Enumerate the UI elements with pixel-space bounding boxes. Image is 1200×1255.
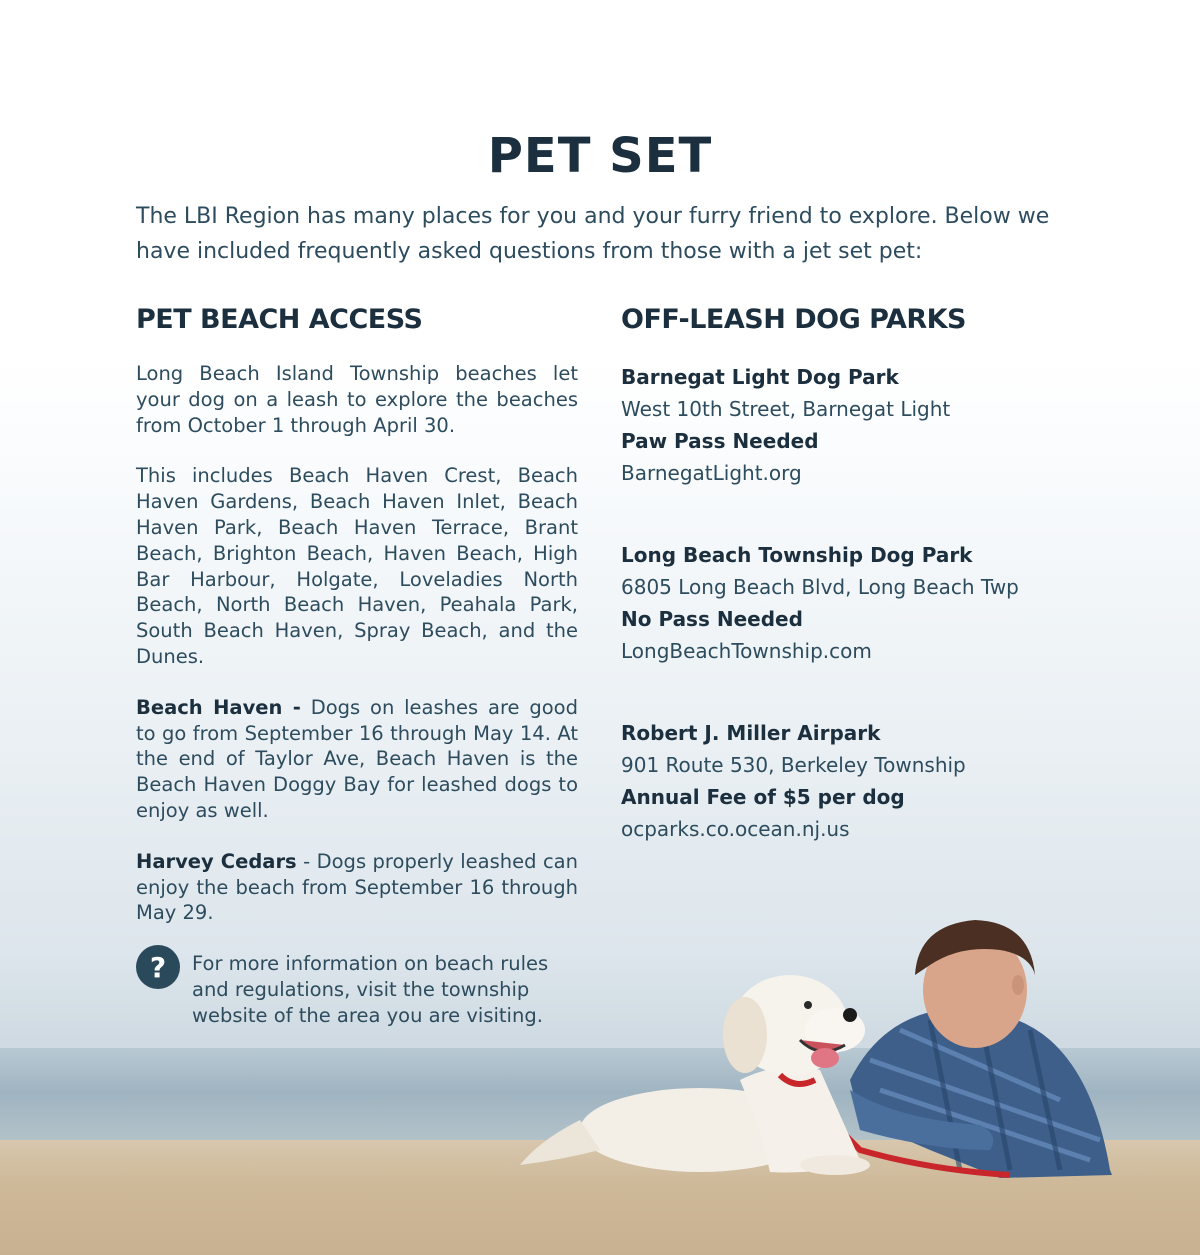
beach-haven-paragraph [136, 695, 578, 824]
park-website: LongBeachTownship.com [621, 639, 872, 663]
park-pass: No Pass Needed [621, 607, 803, 631]
question-icon: ? [136, 945, 180, 989]
info-callout [136, 951, 578, 1029]
section-heading: PET BEACH ACCESS [136, 304, 423, 335]
beach-haven-label: Beach Haven - [136, 695, 301, 719]
beach-list-paragraph: This includes Beach Haven Crest, Beach Haven Gardens, Beach Haven Inlet, Beach Haven Park, Beach Haven Terrace, Brant Beach, Brighton Beach, Haven Beach, High Bar Harbour, Holgate, Loveladies North Beach, North Beach Haven, Peahala Park, South Beach Haven, Spray Beach, and the Dunes. [136, 464, 578, 668]
intro-paragraph: The LBI Region has many places for you and your furry friend to explore. Below we have included frequently asked questions from those with a jet set pet: [136, 204, 1050, 264]
park-name: Robert J. Miller Airpark [621, 721, 881, 745]
info-text: For more information on beach rules and regulations, visit the township website of the area you are visiting. [192, 952, 549, 1028]
park-pass: Paw Pass Needed [621, 429, 819, 453]
park-name: Long Beach Township Dog Park [621, 543, 973, 567]
beach-access-paragraph: Long Beach Island Township beaches let your dog on a leash to explore the beaches from October 1 through April 30. [136, 362, 578, 437]
park-address: 6805 Long Beach Blvd, Long Beach Twp [621, 575, 1019, 599]
park-address: 901 Route 530, Berkeley Township [621, 753, 966, 777]
harvey-cedars-label: Harvey Cedars [136, 849, 297, 873]
pet-beach-access-section [136, 304, 578, 1029]
off-leash-dog-parks-section [621, 304, 1091, 895]
page-title: PET SET [487, 128, 713, 184]
dog-park-entry [621, 539, 1091, 667]
park-address: West 10th Street, Barnegat Light [621, 397, 951, 421]
beach-haven-text: Dogs on leashes are good to go from September 16 through May 14. At the end of Taylor Ave, Beach Haven is the Beach Haven Doggy Bay for leashed dogs to enjoy as well. [136, 695, 578, 822]
park-name: Barnegat Light Dog Park [621, 365, 899, 389]
park-website: ocparks.co.ocean.nj.us [621, 817, 850, 841]
park-website: BarnegatLight.org [621, 461, 802, 485]
harvey-cedars-text: - Dogs properly leashed can enjoy the beach from September 16 through May 29. [136, 849, 578, 925]
park-pass: Annual Fee of $5 per dog [621, 785, 905, 809]
harvey-cedars-paragraph [136, 849, 578, 926]
section-heading: OFF-LEASH DOG PARKS [621, 304, 966, 335]
dog-park-entry [621, 361, 1091, 489]
dog-park-entry [621, 717, 1091, 845]
